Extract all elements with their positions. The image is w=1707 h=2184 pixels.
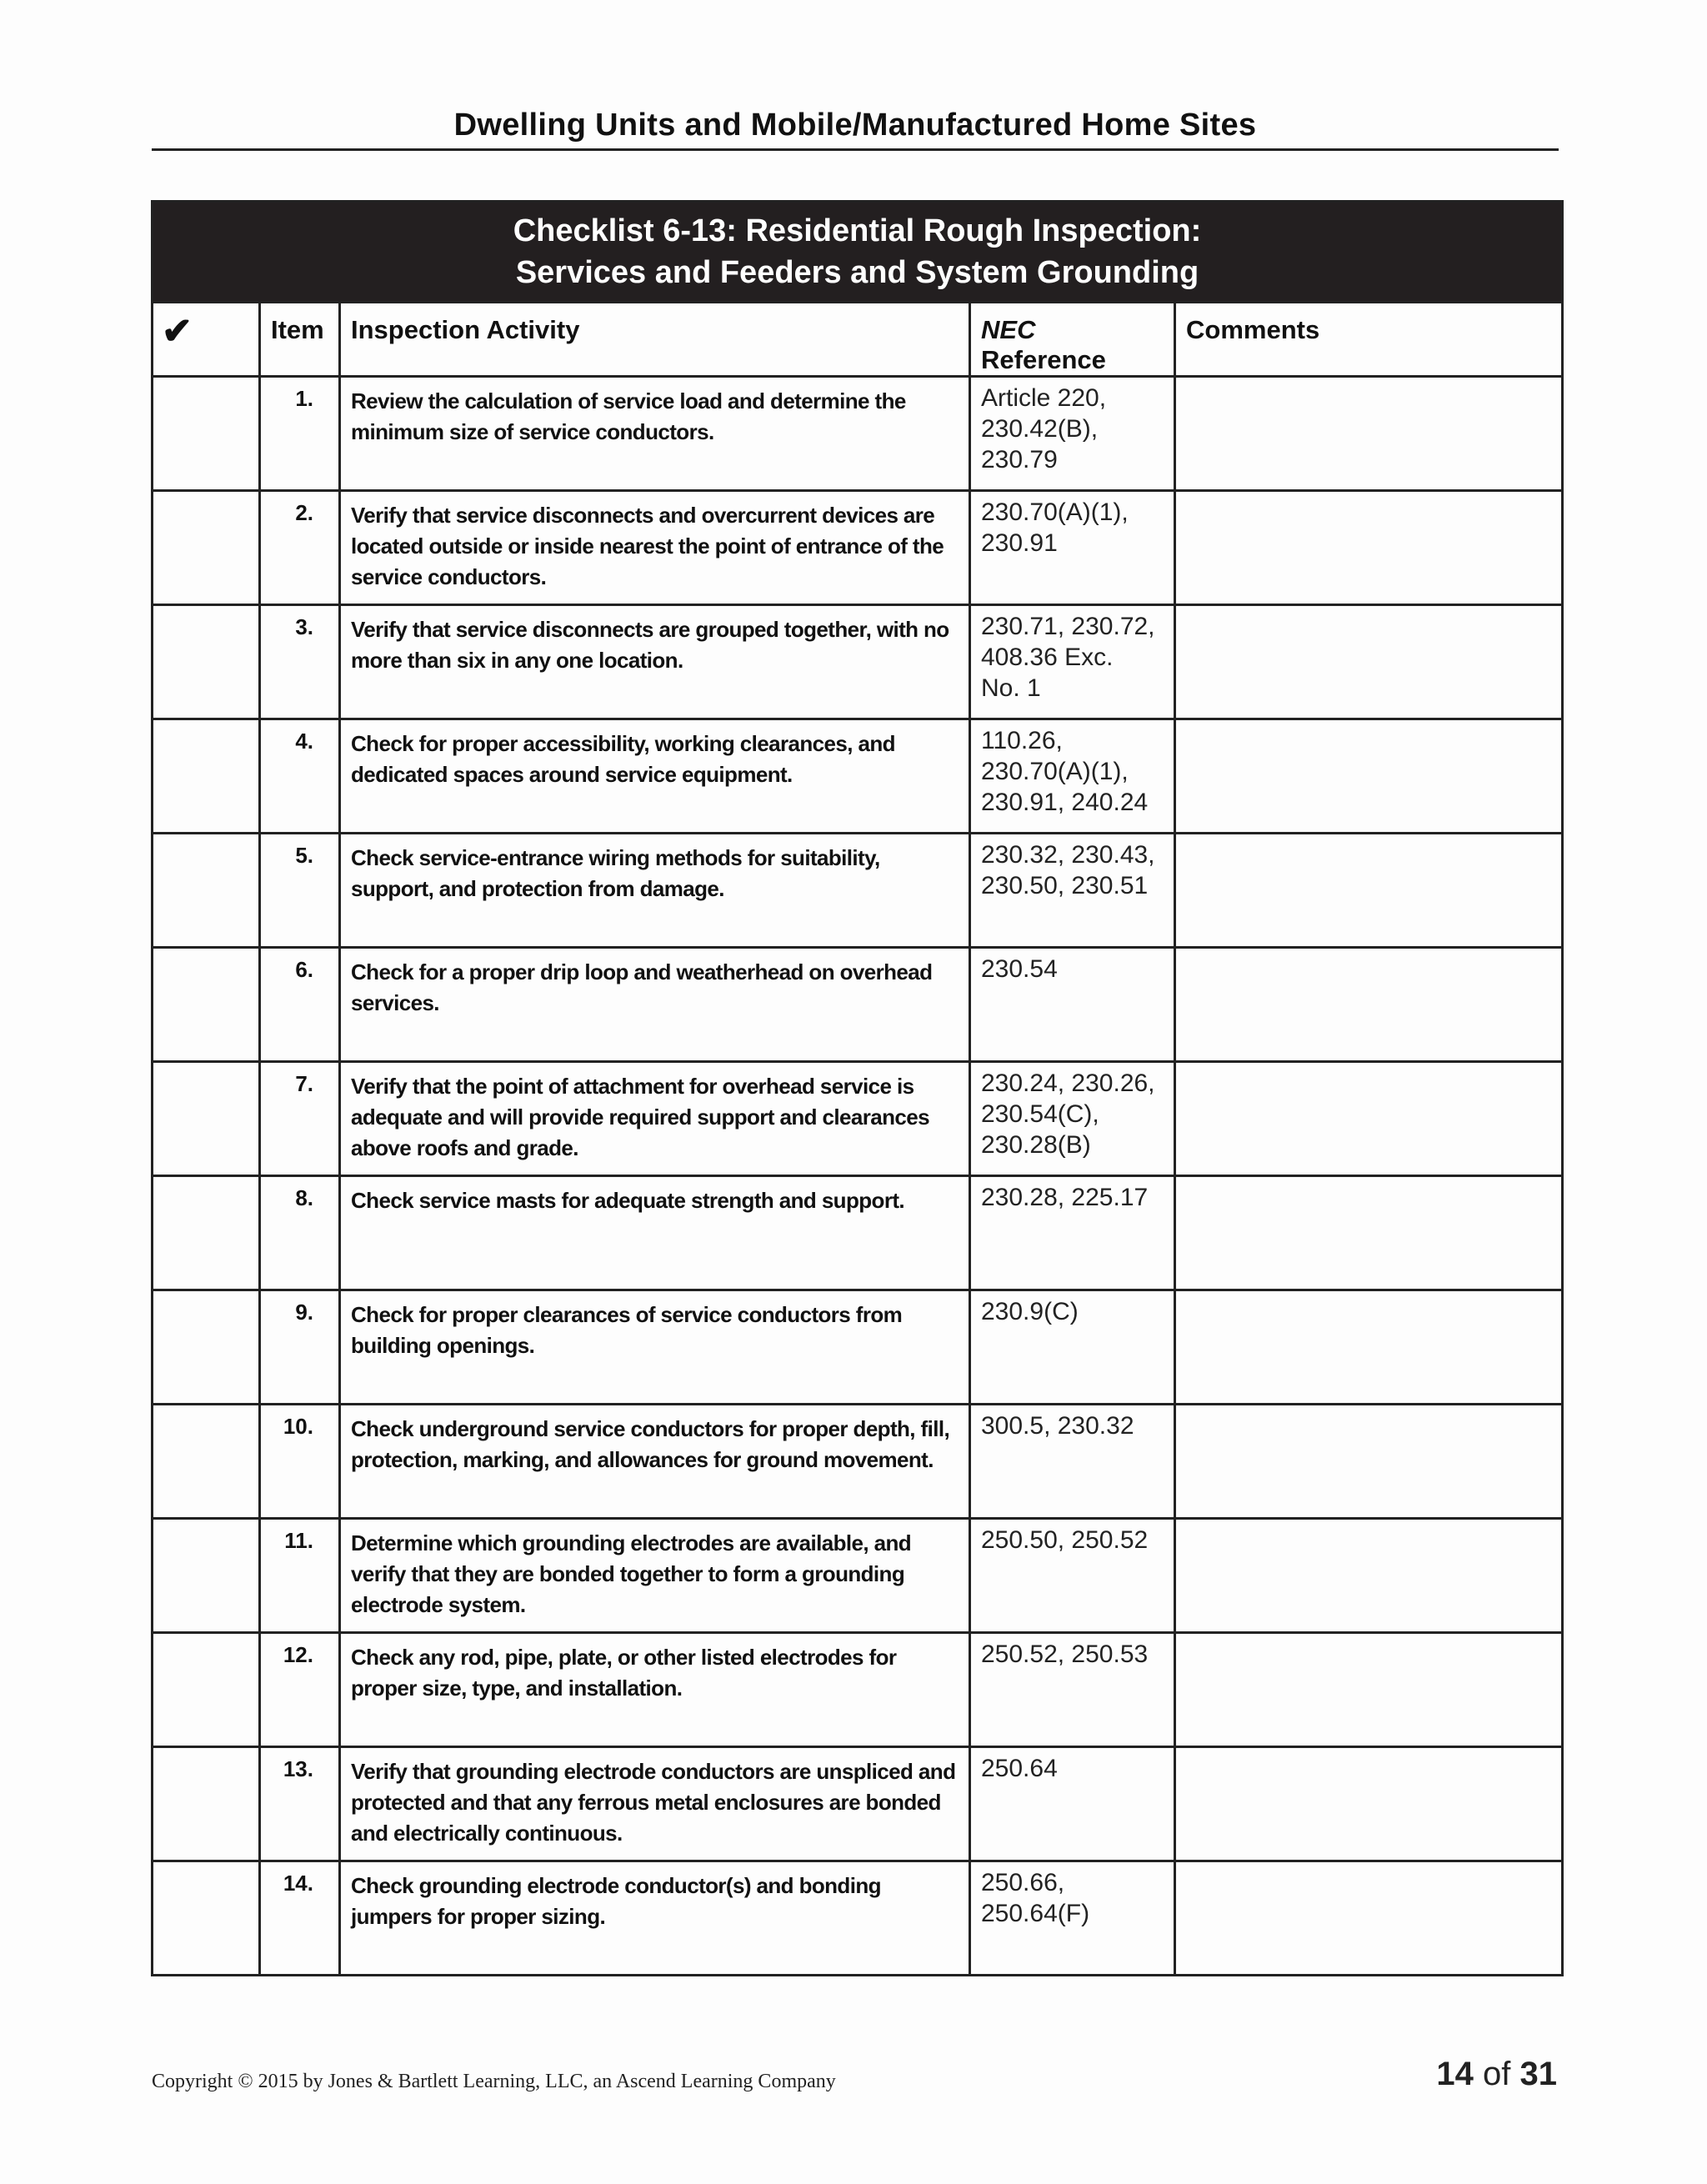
comments-cell[interactable] [1175, 1290, 1563, 1405]
item-number: 10. [260, 1405, 340, 1519]
checkbox-cell[interactable] [153, 948, 260, 1062]
nec-reference [970, 1747, 1175, 1861]
nec-reference [970, 1176, 1175, 1290]
nec-reference [970, 1633, 1175, 1747]
table-row [153, 1062, 1563, 1176]
inspection-activity: Check underground service conductors for proper depth, fill, protection, marking, and allowances for ground movement. [340, 1405, 970, 1519]
checklist-title-line-1: Checklist 6-13: Residential Rough Inspection: [513, 213, 1202, 248]
checkbox-cell[interactable] [153, 1519, 260, 1633]
checkbox-cell[interactable] [153, 377, 260, 491]
table-row [153, 1176, 1563, 1290]
column-header-row [153, 303, 1563, 377]
nec-reference-line: 230.71, 230.72, [981, 613, 1155, 640]
nec-reference-line: 110.26, [981, 727, 1063, 754]
nec-reference [970, 377, 1175, 491]
checklist-title-line-2: Services and Feeders and System Grounding [515, 255, 1199, 290]
nec-reference-line: 230.70(A)(1), [981, 498, 1129, 526]
nec-reference-line: 230.50, 230.51 [981, 872, 1149, 899]
nec-label: NEC [981, 315, 1036, 344]
item-number: 11. [260, 1519, 340, 1633]
copyright-notice: Copyright © 2015 by Jones & Bartlett Learning, LLC, an Ascend Learning Company [152, 2071, 836, 2092]
item-number: 12. [260, 1633, 340, 1747]
checkbox-cell[interactable] [153, 1861, 260, 1976]
page-current: 14 [1436, 2056, 1474, 2092]
nec-reference-line: 230.28, 225.17 [981, 1184, 1149, 1211]
item-number: 14. [260, 1861, 340, 1976]
nec-reference-line: Article 220, [981, 384, 1107, 412]
table-row [153, 834, 1563, 948]
nec-reference [970, 605, 1175, 719]
inspection-activity: Check grounding electrode conductor(s) and bonding jumpers for proper sizing. [340, 1861, 970, 1976]
nec-reference [970, 1519, 1175, 1633]
inspection-activity: Determine which grounding electrodes are available, and verify that they are bonded together to form a grounding electrode system. [340, 1519, 970, 1633]
checkbox-cell[interactable] [153, 1062, 260, 1176]
nec-reference-line: 230.42(B), [981, 415, 1099, 443]
nec-reference-line: 230.91 [981, 529, 1058, 557]
checkbox-cell[interactable] [153, 1633, 260, 1747]
nec-reference [970, 834, 1175, 948]
comments-cell[interactable] [1175, 1747, 1563, 1861]
nec-reference-line: 250.64 [981, 1755, 1058, 1782]
nec-reference [970, 1290, 1175, 1405]
comments-cell[interactable] [1175, 377, 1563, 491]
item-number: 3. [260, 605, 340, 719]
inspection-activity: Verify that service disconnects are grouped together, with no more than six in any one location. [340, 605, 970, 719]
nec-reference [970, 1405, 1175, 1519]
inspection-activity: Review the calculation of service load and determine the minimum size of service conductors. [340, 377, 970, 491]
nec-reference-line: 230.79 [981, 446, 1058, 473]
table-row [153, 491, 1563, 605]
nec-reference-line: 250.50, 250.52 [981, 1526, 1149, 1554]
nec-reference-line: 230.54(C), [981, 1100, 1099, 1128]
header-rule [152, 148, 1559, 151]
checklist-title [153, 202, 1563, 303]
table-row [153, 1519, 1563, 1633]
checkbox-cell[interactable] [153, 1747, 260, 1861]
inspection-activity: Check for proper clearances of service conductors from building openings. [340, 1290, 970, 1405]
page-header-title: Dwelling Units and Mobile/Manufactured Home Sites [453, 108, 1257, 143]
nec-reference [970, 491, 1175, 605]
checkbox-cell[interactable] [153, 834, 260, 948]
table-row [153, 719, 1563, 834]
item-number: 9. [260, 1290, 340, 1405]
nec-reference-line: 408.36 Exc. [981, 644, 1114, 671]
column-header-item: Item [260, 303, 340, 377]
table-row [153, 1290, 1563, 1405]
nec-reference [970, 1062, 1175, 1176]
column-header-comments: Comments [1175, 303, 1563, 377]
table-row [153, 1633, 1563, 1747]
nec-reference-line: 230.32, 230.43, [981, 841, 1155, 869]
comments-cell[interactable] [1175, 834, 1563, 948]
page-indicator [1436, 2056, 1557, 2093]
item-number: 5. [260, 834, 340, 948]
item-number: 4. [260, 719, 340, 834]
inspection-activity: Check service masts for adequate strength and support. [340, 1176, 970, 1290]
comments-cell[interactable] [1175, 1405, 1563, 1519]
nec-reference-line: 230.24, 230.26, [981, 1069, 1155, 1097]
nec-reference [970, 719, 1175, 834]
comments-cell[interactable] [1175, 1062, 1563, 1176]
checkmark-icon: ✔ [153, 303, 260, 377]
table-row [153, 377, 1563, 491]
nec-reference-line: 250.52, 250.53 [981, 1641, 1149, 1668]
comments-cell[interactable] [1175, 948, 1563, 1062]
nec-reference-line: 230.9(C) [981, 1298, 1079, 1325]
nec-reference-line: No. 1 [981, 674, 1041, 702]
nec-reference-line: 230.28(B) [981, 1131, 1091, 1159]
comments-cell[interactable] [1175, 1176, 1563, 1290]
inspection-activity: Verify that service disconnects and overcurrent devices are located outside or inside nearest the point of entrance of the service conductors. [340, 491, 970, 605]
inspection-activity: Check any rod, pipe, plate, or other listed electrodes for proper size, type, and installation. [340, 1633, 970, 1747]
nec-reference-line: 250.66, [981, 1869, 1065, 1896]
inspection-activity: Check for proper accessibility, working clearances, and dedicated spaces around service equipment. [340, 719, 970, 834]
nec-reference [970, 948, 1175, 1062]
checkbox-cell[interactable] [153, 491, 260, 605]
table-row [153, 1747, 1563, 1861]
nec-reference-line: 250.64(F) [981, 1900, 1090, 1927]
page-of: of [1483, 2056, 1511, 2092]
comments-cell[interactable] [1175, 1519, 1563, 1633]
inspection-activity: Verify that grounding electrode conductors are unspliced and protected and that any ferrous metal enclosures are bonded and electrically continuous. [340, 1747, 970, 1861]
checklist-table [151, 200, 1564, 1976]
comments-cell[interactable] [1175, 719, 1563, 834]
nec-reference [970, 1861, 1175, 1976]
item-number: 1. [260, 377, 340, 491]
table-row [153, 948, 1563, 1062]
inspection-activity: Check for a proper drip loop and weatherhead on overhead services. [340, 948, 970, 1062]
page-total: 31 [1519, 2056, 1557, 2092]
column-header-nec-reference [970, 303, 1175, 377]
item-number: 13. [260, 1747, 340, 1861]
table-row [153, 1405, 1563, 1519]
table-row [153, 605, 1563, 719]
inspection-activity: Verify that the point of attachment for overhead service is adequate and will provide required support and clearances above roofs and grade. [340, 1062, 970, 1176]
reference-label: Reference [981, 345, 1106, 374]
comments-cell[interactable] [1175, 605, 1563, 719]
nec-reference-line: 230.54 [981, 955, 1058, 983]
nec-reference-line: 230.91, 240.24 [981, 789, 1149, 816]
item-number: 7. [260, 1062, 340, 1176]
inspection-activity: Check service-entrance wiring methods for suitability, support, and protection from damage. [340, 834, 970, 948]
nec-reference-line: 230.70(A)(1), [981, 758, 1129, 785]
comments-cell[interactable] [1175, 491, 1563, 605]
column-header-activity: Inspection Activity [340, 303, 970, 377]
checkbox-cell[interactable] [153, 1176, 260, 1290]
checkbox-cell[interactable] [153, 1290, 260, 1405]
checkbox-cell[interactable] [153, 605, 260, 719]
checkbox-cell[interactable] [153, 719, 260, 834]
item-number: 2. [260, 491, 340, 605]
checkbox-cell[interactable] [153, 1405, 260, 1519]
item-number: 8. [260, 1176, 340, 1290]
comments-cell[interactable] [1175, 1633, 1563, 1747]
nec-reference-line: 300.5, 230.32 [981, 1412, 1134, 1440]
item-number: 6. [260, 948, 340, 1062]
table-row [153, 1861, 1563, 1976]
comments-cell[interactable] [1175, 1861, 1563, 1976]
checklist-title-row [153, 202, 1563, 303]
